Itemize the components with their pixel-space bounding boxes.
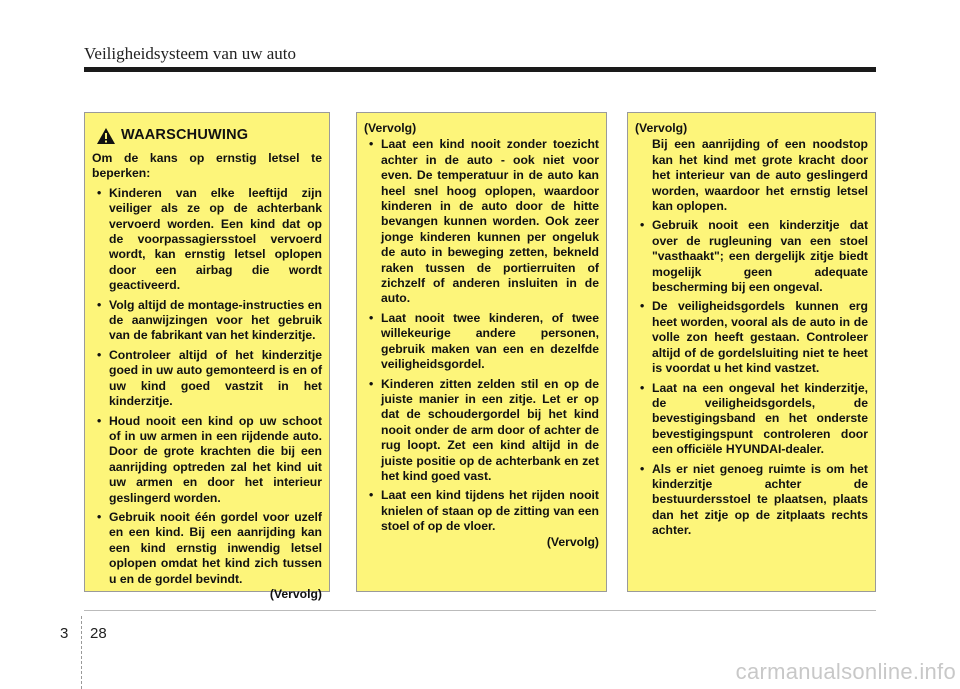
warning-triangle-icon [96, 127, 116, 145]
warning-panel-2 [356, 112, 607, 592]
list-item: • Gebruik nooit één gordel voor uzelf en een kind. Bij een aanrijding kan een kind ernstig inwendig letsel oplopen omdat het kind zich tussen u en de gordel bevindt. [92, 510, 322, 587]
list-item: • De veiligheidsgordels kunnen erg heet worden, vooral als de auto in de volle zon heeft gestaan. Controleer altijd of de gordelsluiting niet te heet is voordat u het kind vastzet. [635, 299, 868, 376]
warning-list-1 [92, 186, 322, 587]
continuation-paragraph: Bij een aanrijding of een noodstop kan het kind met grote kracht door het interieur van de auto geslingerd worden, waardoor het ernstig letsel kan oplopen. [652, 137, 868, 214]
warning-intro: Om de kans op ernstig letsel te beperken: [92, 151, 322, 181]
continued-label: (Vervolg) [269, 586, 322, 601]
list-item: • Als er niet genoeg ruimte is om het kinderzitje achter de bestuurdersstoel te plaatsen, plaats dan het zitje op de zitplaats rechts achter. [635, 462, 868, 539]
warning-list-3 [635, 218, 868, 538]
footer-rule [84, 610, 876, 611]
list-item: • Laat een kind tijdens het rijden nooit knielen of staan op de zitting van een stoel of op de vloer. [364, 488, 599, 534]
list-item: • Laat een kind nooit zonder toezicht achter in de auto - ook niet voor even. De temperatuur in de auto kan heel snel hoog oplopen, waardoor kinderen in de auto door de hitte bevangen kunnen worden. Ook zeer jonge kinderen kunnen per ongeluk de auto in beweging zetten, bekneld raken tussen de portierruiten of zichzelf of anderen insluiten in de auto. [364, 137, 599, 306]
warning-panel-3 [627, 112, 876, 592]
chapter-number: 3 [60, 625, 69, 642]
warning-title: WAARSCHUWING [121, 127, 249, 144]
list-item: • Laat na een ongeval het kinderzitje, de veiligheidsgordels, de bevestigingsband en het onderste bevestigingspunt controleren door een officiële HYUNDAI-dealer. [635, 381, 868, 458]
watermark-text: carmanualsonline.info [735, 659, 956, 684]
list-item: • Gebruik nooit een kinderzitje dat over de rugleuning van een stoel "vasthaakt"; een dergelijk zitje biedt mogelijk geen adequate bescherming bij een ongeval. [635, 218, 868, 295]
continued-label-top: (Vervolg) [364, 121, 417, 135]
page-number: 28 [90, 625, 107, 642]
continued-label-bottom: (Vervolg) [546, 534, 599, 549]
warning-panel-1 [84, 112, 330, 601]
list-item: • Houd nooit een kind op uw schoot of in uw armen in een rijdende auto. Door de grote krachten die bij een aanrijding optreden zal het kind uit uw armen en door het interieur geslingerd worden. [92, 414, 322, 506]
warning-list-2 [364, 137, 599, 534]
list-item: • Controleer altijd of het kinderzitje goed in uw auto gemonteerd is en of uw kind goed vastzit in het kinderzitje. [92, 348, 322, 410]
page-number-divider [81, 616, 82, 689]
list-item: • Laat nooit twee kinderen, of twee willekeurige andere personen, gebruik maken van een en dezelfde veiligheidsgordel. [364, 311, 599, 373]
list-item: • Volg altijd de montage-instructies en de aanwijzingen voor het gebruik van de fabrikant van het kinderzitje. [92, 298, 322, 344]
page-header-title: Veiligheidsysteem van uw auto [84, 44, 296, 63]
header-rule [84, 67, 876, 72]
continued-label-top: (Vervolg) [635, 121, 688, 135]
list-item: • Kinderen van elke leeftijd zijn veiliger als ze op de achterbank vervoerd worden. Een kind dat op de voorpassagiersstoel vervoerd wordt, kan ernstig letsel oplopen door een airbag die wordt geactiveerd. [92, 186, 322, 294]
warning-header [96, 127, 322, 145]
list-item: • Kinderen zitten zelden stil en op de juiste manier in een zitje. Let er op dat de schoudergordel bij het kind nooit onder de arm door of achter de rug loopt. Zet een kind altijd in de juiste positie op de achterbank en zet het kind goed vast. [364, 377, 599, 485]
